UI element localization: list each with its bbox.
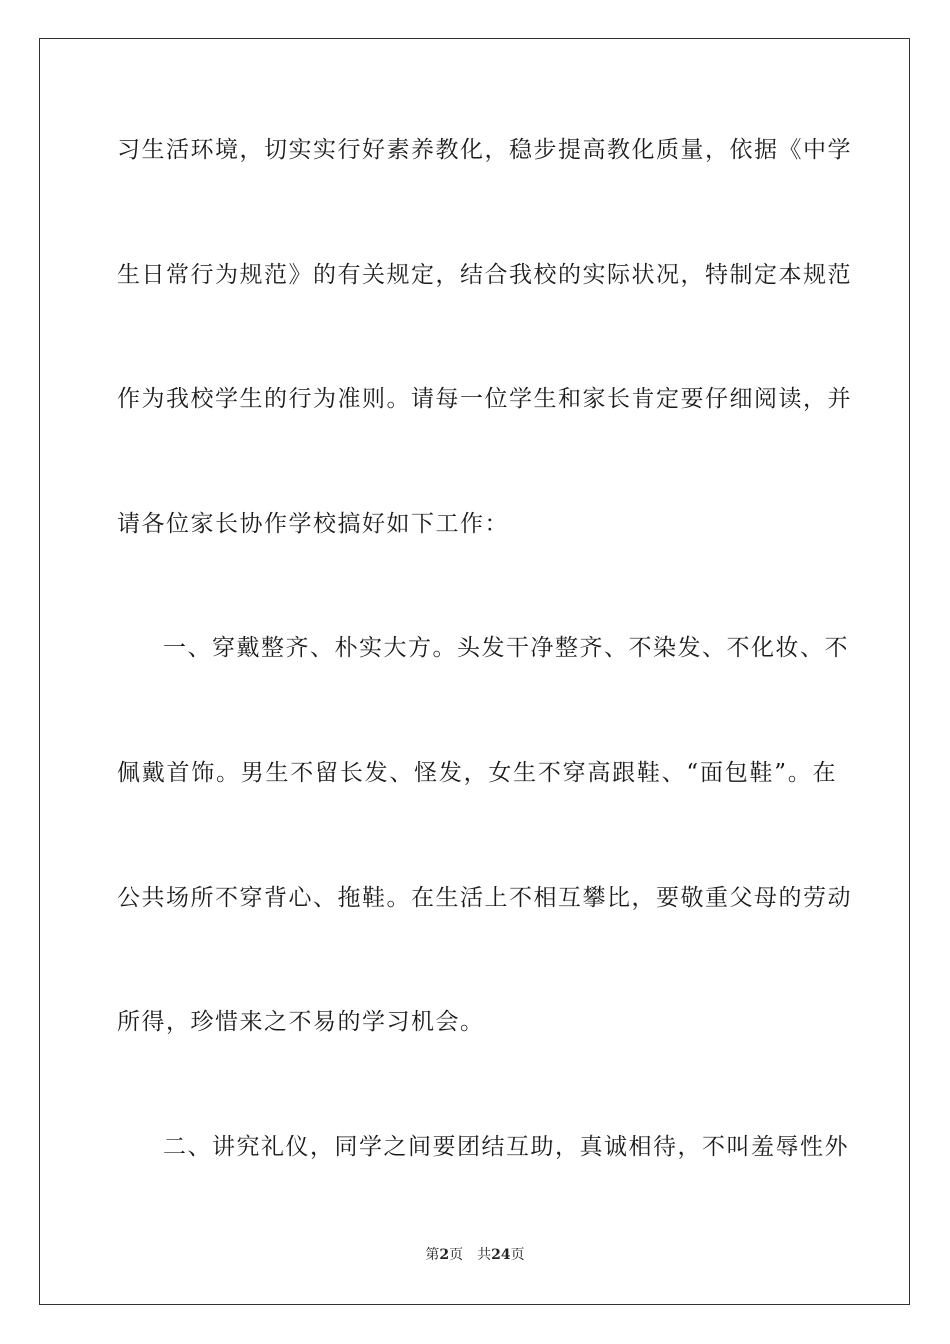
paragraph-two-start: 二、讲究礼仪，同学之间要团结互助，真诚相待，不叫羞辱性外 [163,1134,849,1160]
body-text-line: 请各位家长协作学校搞好如下工作： [117,511,509,537]
body-text-line: 习生活环境，切实实行好素养教化，稳步提高教化质量，依据《中学 [117,137,852,163]
total-page-count: 24 [491,1247,511,1263]
total-label-prefix: 共 [477,1247,492,1263]
body-text-line: 生日常行为规范》的有关规定，结合我校的实际状况，特制定本规范 [117,262,852,288]
page-label-suffix: 页 [449,1247,464,1263]
body-text-line: 公共场所不穿背心、拖鞋。在生活上不相互攀比，要敬重父母的劳动 [117,885,852,911]
body-text-line: 所得，珍惜来之不易的学习机会。 [117,1009,485,1035]
page-label-prefix: 第 [425,1247,440,1263]
current-page-number: 2 [439,1247,450,1263]
total-label-suffix: 页 [510,1247,525,1263]
body-text-line: 佩戴首饰。男生不留长发、怪发，女生不穿高跟鞋、“面包鞋”。在 [117,760,837,786]
body-text-line: 作为我校学生的行为准则。请每一位学生和家长肯定要仔细阅读，并 [117,386,852,412]
page-border [39,38,910,1305]
paragraph-one-start: 一、穿戴整齐、朴实大方。头发干净整齐、不染发、不化妆、不 [163,635,849,661]
page-footer [0,1246,950,1264]
